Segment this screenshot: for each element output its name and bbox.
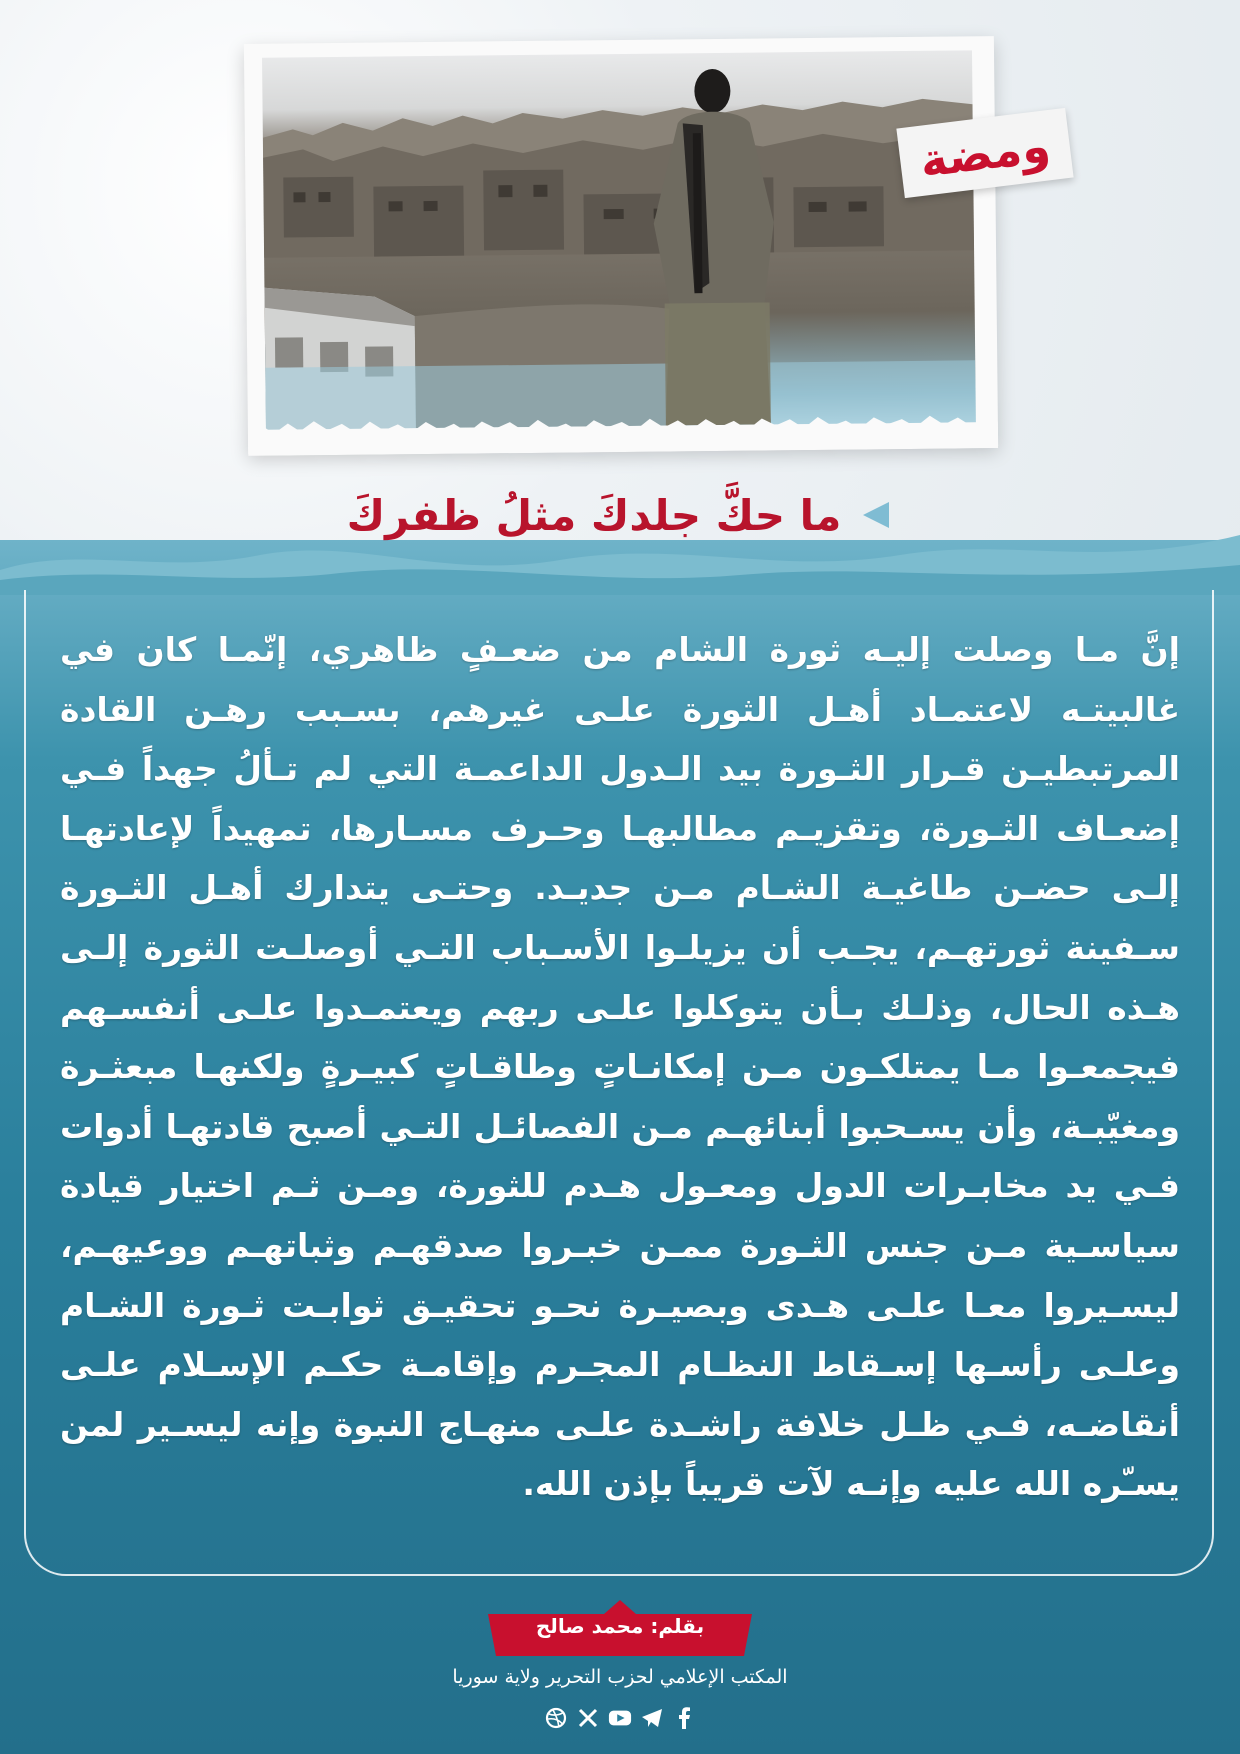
page-title: ما حكَّ جلدكَ مثلُ ظفركَ [346, 490, 842, 540]
dribbble-icon[interactable] [544, 1706, 568, 1730]
article-body: إنَّ مـا وصلت إليـه ثورة الشام من ضعـفٍ ظاهري، إنّمـا كان في غالبيتـه لاعتمـاد أهـل الثورة علـى غيرهم، بسـبب رهـن القادة المرتبطيـن قـرار الثـورة بيد الـدول الداعمـة التي لم تـألُ جهداً فـي إضعـاف الثـورة، وتقزيـم مطالبهـا وحـرف مسـارها، تمهيداً لإعادتهـا إلـى حضـن طاغيـة الشـام مـن جديـد. وحتـى يتدارك أهـل الثـورة سـفينة ثورتهـم، يجـب أن يزيلـوا الأسـباب التـي أوصلـت الثورة إلـى هـذه الحال، وذلـك بـأن يتوكلوا علـى ربهم ويعتمـدوا علـى أنفسـهم فيجمعـوا مـا يمتلكـون مـن إمكانـاتٍ وطاقـاتٍ كبيـرةٍ ولكنهـا مبعثـرة ومغيّبـة، وأن يسـحبوا أبنائهـم مـن الفصائـل التـي أصبح قادتهـا أدوات فـي يد مخابـرات الدول ومعـول هـدم للثورة، ومـن ثـم اختيار قيادة سياسـية مـن جنس الثـورة ممـن خبـروا صدقهـم وثباتهـم ووعيهـم، ليسـيروا معـا علـى هـدى وبصيـرة نحـو تحقيـق ثوابـت ثـورة الشـام وعلـى رأسـها إسـقاط النظـام المجـرم وإقامـة حكـم الإسـلام علـى أنقاضـه، فـي ظـل خلافة راشـدة علـى منهـاج النبوة وإنه ليسـير لمن يسـّره الله عليه وإنـه لآت قريباً بإذن الله. [60, 630, 1180, 1504]
photo-card [244, 36, 998, 454]
title-row [0, 485, 1240, 545]
badge-text [917, 118, 1053, 188]
badge-text-part-a: وم [989, 118, 1053, 179]
telegram-icon[interactable] [640, 1706, 664, 1730]
facebook-icon[interactable] [672, 1706, 696, 1730]
author-label [488, 1600, 752, 1656]
social-links [0, 1706, 1240, 1730]
office-name: المكتب الإعلامي لحزب التحرير ولاية سوريا [452, 1666, 788, 1688]
torn-paper-edge [248, 408, 998, 456]
badge-text-part-b: ضة [917, 125, 997, 188]
youtube-icon[interactable] [608, 1706, 632, 1730]
triangle-pointer-icon [859, 498, 893, 532]
x-icon[interactable] [576, 1706, 600, 1730]
author-name: بقلم: محمد صالح [535, 1614, 705, 1638]
war-ruins-photo [262, 50, 976, 429]
